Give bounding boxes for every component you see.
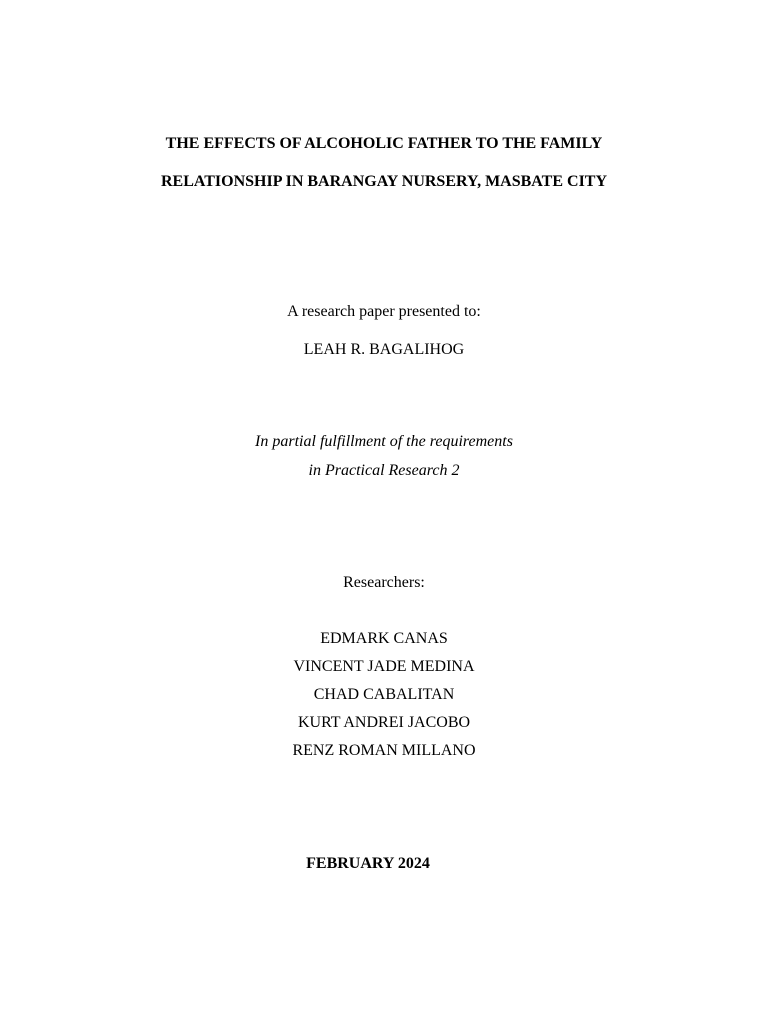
researcher-name: EDMARK CANAS [320,630,448,647]
researcher-list [0,629,768,769]
presented-to-label: A research paper presented to: [287,303,481,320]
paper-title-line-2: RELATIONSHIP IN BARANGAY NURSERY, MASBATE CITY [160,173,608,190]
submission-date: FEBRUARY 2024 [306,855,430,872]
researcher-name: KURT ANDREI JACOBO [297,714,471,731]
researcher-name: CHAD CABALITAN [313,686,455,703]
paper-title-line-1: THE EFFECTS OF ALCOHOLIC FATHER TO THE FAMILY [165,135,603,152]
adviser-name: LEAH R. BAGALIHOG [303,341,465,358]
fulfillment-statement-line-2: in Practical Research 2 [308,462,460,479]
researcher-name: RENZ ROMAN MILLANO [292,742,476,759]
researchers-label: Researchers: [343,574,425,591]
researcher-name: VINCENT JADE MEDINA [293,658,475,675]
fulfillment-statement-line-1: In partial fulfillment of the requirements [255,433,513,450]
